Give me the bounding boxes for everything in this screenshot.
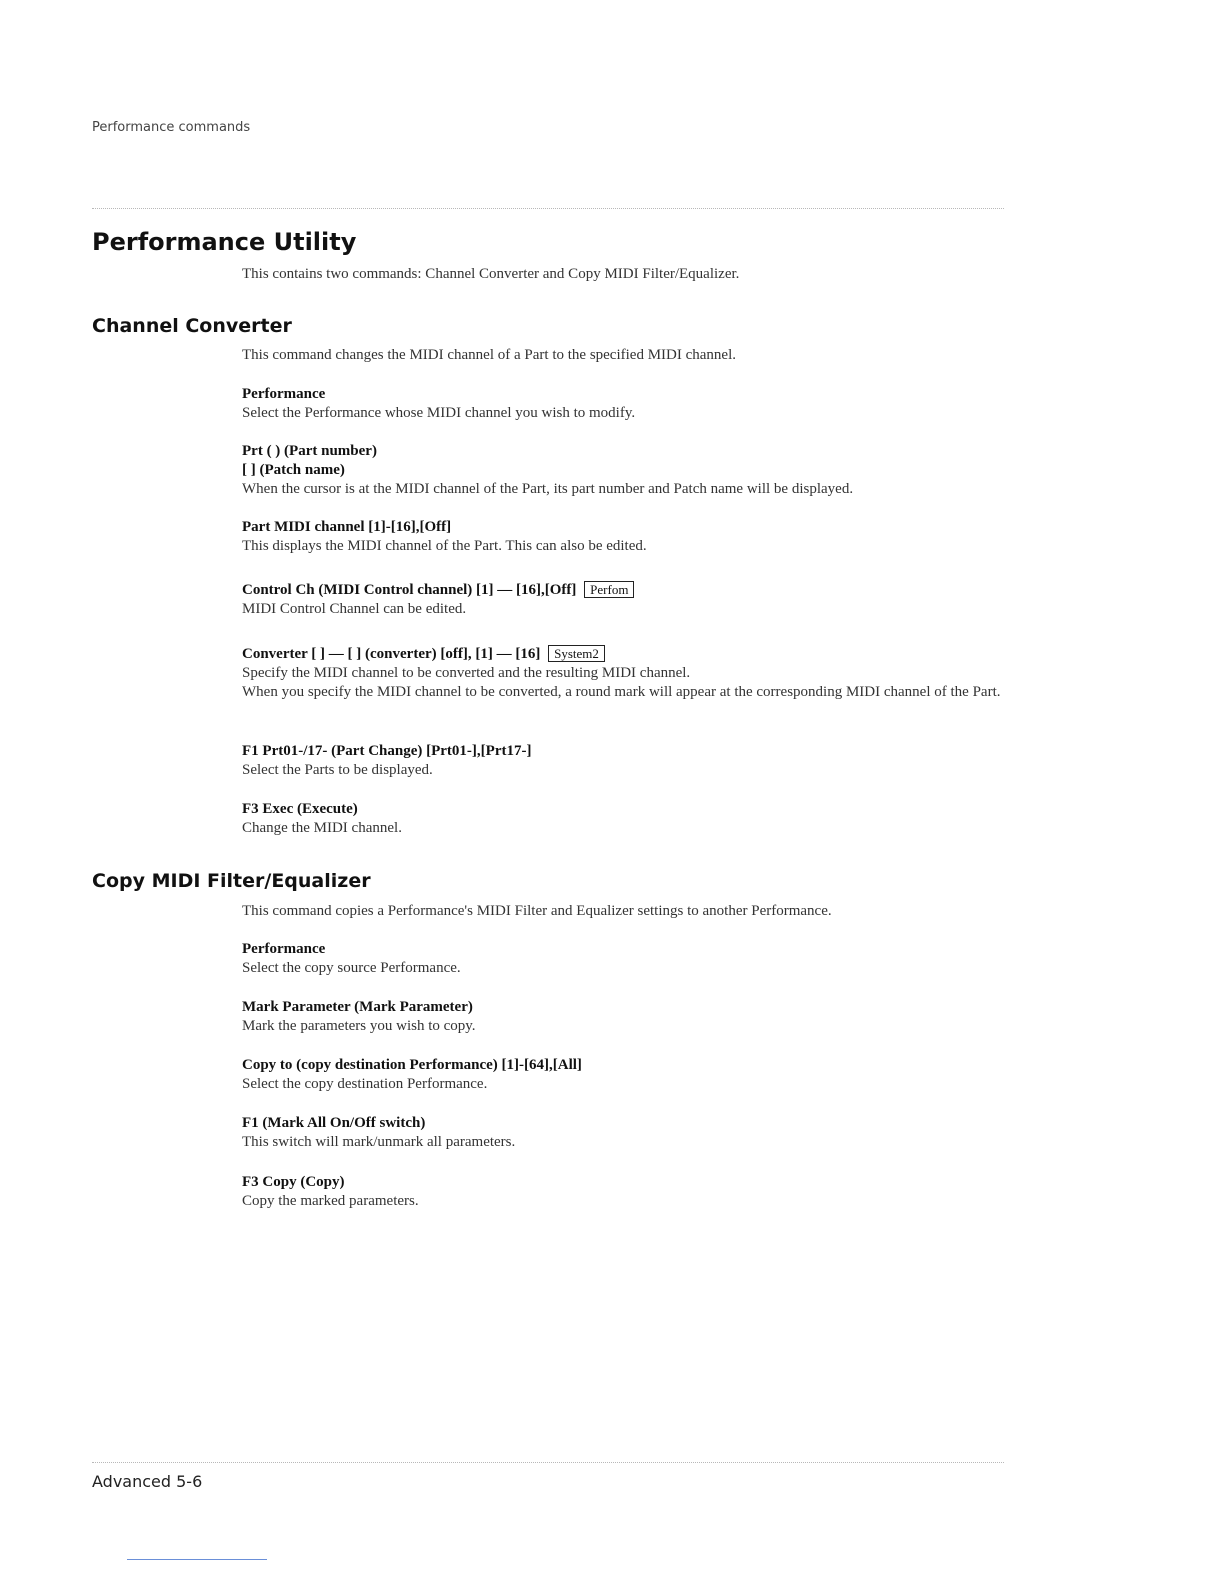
running-header: Performance commands bbox=[92, 120, 251, 135]
param-desc: Select the Performance whose MIDI channel you wish to modify. bbox=[242, 405, 636, 421]
param-part-change bbox=[242, 742, 1002, 780]
param-source-performance bbox=[242, 940, 1002, 978]
param-term: Control Ch (MIDI Control channel) [1] — [16],[Off] bbox=[242, 582, 577, 598]
param-part-number bbox=[242, 442, 1002, 499]
param-term: F3 Copy (Copy) bbox=[242, 1174, 345, 1190]
param-desc: Select the Parts to be displayed. bbox=[242, 762, 433, 778]
param-term: Converter [ ] — [ ] (converter) [off], [1] — [16] bbox=[242, 646, 541, 662]
param-term: F1 Prt01-/17- (Part Change) [Prt01-],[Prt17-] bbox=[242, 743, 532, 759]
param-desc: Change the MIDI channel. bbox=[242, 820, 402, 836]
param-copy-to bbox=[242, 1056, 1002, 1094]
param-desc: Specify the MIDI channel to be converted and the resulting MIDI channel. bbox=[242, 665, 691, 681]
param-desc: MIDI Control Channel can be edited. bbox=[242, 601, 467, 617]
param-desc: This switch will mark/unmark all parameters. bbox=[242, 1134, 516, 1150]
copy-filter-intro: This command copies a Performance's MIDI Filter and Equalizer settings to another Performance. bbox=[242, 903, 832, 919]
param-control-channel bbox=[242, 581, 1002, 619]
param-performance bbox=[242, 385, 1002, 423]
param-mark-parameter bbox=[242, 998, 1002, 1036]
param-desc: When the cursor is at the MIDI channel of the Part, its part number and Patch name will be displayed. bbox=[242, 481, 854, 497]
channel-converter-intro: This command changes the MIDI channel of a Part to the specified MIDI channel. bbox=[242, 347, 737, 363]
param-term-secondary: [ ] (Patch name) bbox=[242, 462, 345, 478]
page-title: Performance Utility bbox=[92, 228, 357, 256]
page-number: Advanced 5-6 bbox=[92, 1472, 203, 1491]
param-term: Performance bbox=[242, 386, 326, 402]
param-part-midi-channel bbox=[242, 518, 1002, 556]
intro-text: This contains two commands: Channel Converter and Copy MIDI Filter/Equalizer. bbox=[242, 266, 740, 282]
mode-badge: Perfom bbox=[584, 581, 634, 598]
param-term: Prt ( ) (Part number) bbox=[242, 443, 377, 459]
param-desc-extra: When you specify the MIDI channel to be converted, a round mark will appear at the corresponding MIDI channel of the Part. bbox=[242, 684, 1001, 700]
param-term-row bbox=[242, 645, 1002, 664]
footer-underline bbox=[127, 1559, 267, 1560]
param-term: F1 (Mark All On/Off switch) bbox=[242, 1115, 426, 1131]
section-heading-copy-filter: Copy MIDI Filter/Equalizer bbox=[92, 870, 371, 892]
param-desc: This displays the MIDI channel of the Part. This can also be edited. bbox=[242, 538, 647, 554]
param-execute bbox=[242, 800, 1002, 838]
param-mark-all bbox=[242, 1114, 1002, 1152]
param-desc: Copy the marked parameters. bbox=[242, 1193, 419, 1209]
param-term-row bbox=[242, 581, 1002, 600]
bottom-divider bbox=[92, 1462, 1004, 1463]
param-term: Copy to (copy destination Performance) [1]-[64],[All] bbox=[242, 1057, 582, 1073]
param-copy bbox=[242, 1173, 1002, 1211]
param-desc: Mark the parameters you wish to copy. bbox=[242, 1018, 476, 1034]
param-converter bbox=[242, 645, 1002, 702]
param-desc: Select the copy source Performance. bbox=[242, 960, 461, 976]
section-heading-channel-converter: Channel Converter bbox=[92, 315, 292, 337]
top-divider bbox=[92, 208, 1004, 209]
param-desc: Select the copy destination Performance. bbox=[242, 1076, 488, 1092]
param-term: Part MIDI channel [1]-[16],[Off] bbox=[242, 519, 452, 535]
param-term: Performance bbox=[242, 941, 326, 957]
param-term: Mark Parameter (Mark Parameter) bbox=[242, 999, 473, 1015]
param-term: F3 Exec (Execute) bbox=[242, 801, 358, 817]
mode-badge: System2 bbox=[548, 645, 605, 662]
